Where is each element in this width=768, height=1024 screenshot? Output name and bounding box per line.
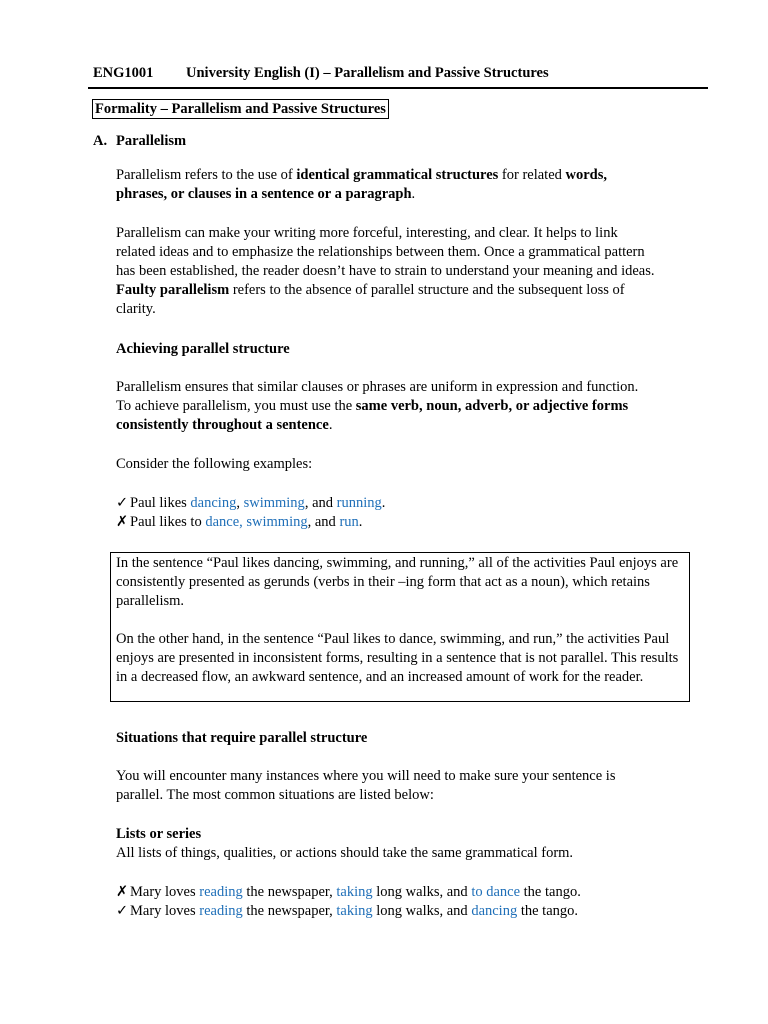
lists-heading: Lists or series [116, 826, 202, 842]
explanation-paragraph: In the sentence “Paul likes dancing, swimming, and running,” all of the activities Paul enjoys are consistently presented as gerunds (verbs in their –ing form that act as a noun), which retains parallelism. [116, 555, 679, 609]
highlight-word: dancing [471, 903, 518, 919]
text: , [236, 495, 244, 511]
text: for related [498, 167, 566, 183]
text: long walks, and [372, 884, 472, 900]
course-title: University English (I) – Parallelism and Passive Structures [186, 65, 549, 81]
explanation-box [110, 552, 690, 702]
highlight-word: reading [199, 903, 243, 919]
section-a-heading [93, 132, 186, 151]
highlight-word: dance, swimming [205, 514, 308, 530]
mary-example-correct [116, 902, 578, 921]
text: the newspaper, [242, 903, 337, 919]
example-wrong [116, 513, 362, 532]
text: Parallelism refers to the use of [116, 167, 297, 183]
text: . [358, 514, 363, 530]
example-correct [116, 494, 385, 513]
text: refers to the absence of parallel structure and the subsequent loss of clarity. [116, 282, 625, 317]
highlight-word: running [336, 495, 382, 511]
highlight-word: to dance [471, 884, 521, 900]
text: . [381, 495, 386, 511]
situations-heading: Situations that require parallel structure [116, 730, 368, 746]
check-icon: ✓ [116, 495, 129, 511]
highlight-word: swimming [243, 495, 305, 511]
highlight-word: run [339, 514, 359, 530]
document-header [93, 64, 549, 83]
text: Mary loves [130, 884, 200, 900]
highlight-word: taking [336, 903, 373, 919]
paragraph-benefits [116, 224, 656, 319]
text: the tango. [520, 884, 581, 900]
paragraph-achieving [116, 378, 656, 435]
text: the tango. [517, 903, 579, 919]
text: . [411, 186, 416, 202]
text: Mary loves [130, 903, 200, 919]
bold-text: words, phrases, or clauses in a sentence or a paragraph [116, 167, 608, 202]
text: , and [304, 495, 337, 511]
text: long walks, and [372, 903, 472, 919]
text: Parallelism ensures that similar clauses or phrases are uniform in expression and function. To achieve parallelism, you must use the [116, 379, 639, 414]
text: . [328, 417, 333, 433]
check-icon: ✓ [116, 903, 129, 919]
bold-text: Faulty parallelism [116, 282, 230, 298]
text: , and [307, 514, 340, 530]
cross-icon: ✗ [116, 884, 129, 900]
text: Paul likes [130, 495, 191, 511]
text: the newspaper, [242, 884, 337, 900]
situations-text: You will encounter many instances where you will need to make sure your sentence is parallel. The most common situations are listed below: [116, 768, 616, 803]
header-rule [88, 87, 708, 89]
cross-icon: ✗ [116, 514, 129, 530]
mary-example-wrong [116, 883, 581, 902]
course-code: ENG1001 [93, 65, 154, 81]
boxed-title: Formality – Parallelism and Passive Structures [92, 99, 389, 119]
bold-text: same verb, noun, adverb, or adjective forms consistently throughout a sentence [116, 398, 629, 433]
lists-text: All lists of things, qualities, or actions should take the same grammatical form. [116, 845, 574, 861]
highlight-word: reading [199, 884, 243, 900]
achieving-heading: Achieving parallel structure [116, 341, 290, 357]
highlight-word: dancing [190, 495, 237, 511]
highlight-word: taking [336, 884, 373, 900]
paragraph-definition [116, 166, 656, 204]
explanation-paragraph: On the other hand, in the sentence “Paul likes to dance, swimming, and run,” the activities Paul enjoys are presented in inconsistent forms, resulting in a sentence that is not parallel. This results in a decreased flow, an awkward sentence, and an increased amount of work for the reader. [116, 631, 679, 685]
section-title: Parallelism [116, 133, 187, 149]
section-label: A. [93, 133, 108, 149]
consider-text: Consider the following examples: [116, 456, 313, 472]
text: Parallelism can make your writing more forceful, interesting, and clear. It helps to link related ideas and to emphasize the relationships between them. Once a grammatical pattern has been established, the reader doesn’t have to strain to understand your meaning and ideas. [116, 225, 655, 279]
text: Paul likes to [130, 514, 206, 530]
bold-text: identical grammatical structures [296, 167, 499, 183]
